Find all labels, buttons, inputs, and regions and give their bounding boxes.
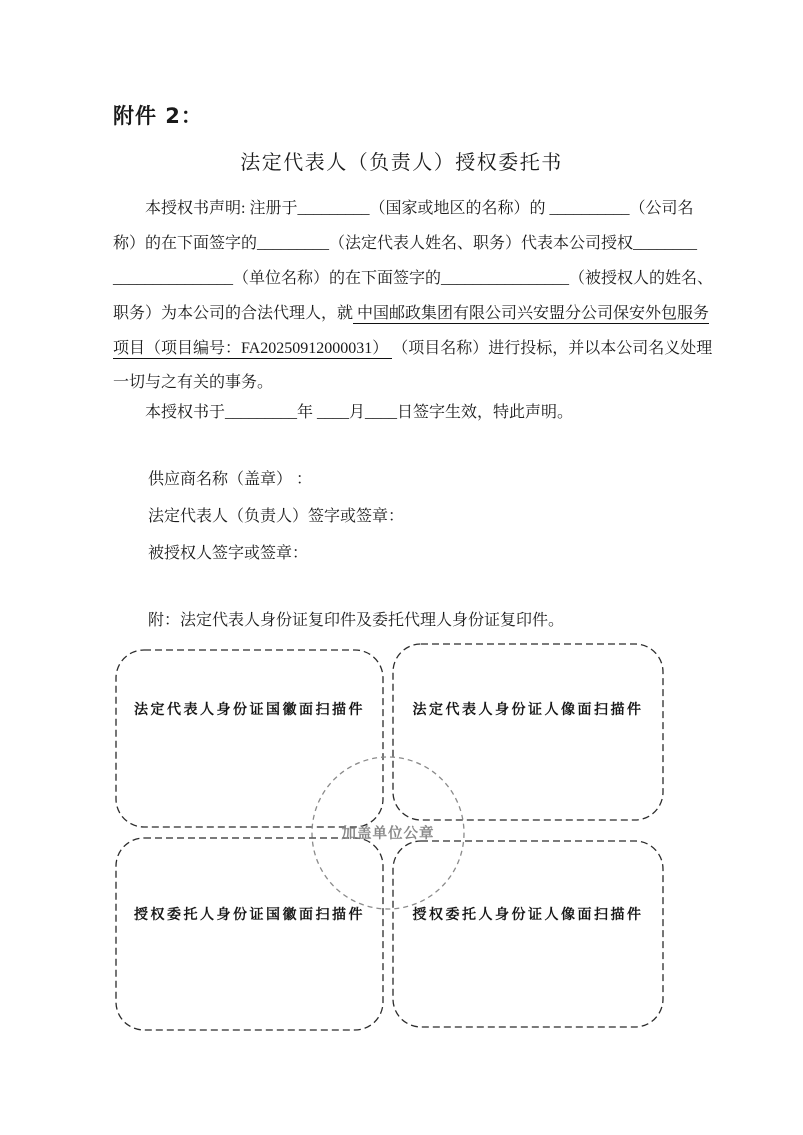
authorized-person-signature-line: 被授权人签字或签章：: [148, 545, 309, 562]
scan-box-label-legal-portrait: 法定代表人身份证人像面扫描件: [412, 703, 644, 718]
scan-box-border-agent-emblem: [116, 838, 383, 1030]
paragraph-text: 职务）为本公司的合法代理人，就: [113, 305, 354, 322]
seal-circle-label: 加盖单位公章: [341, 826, 435, 842]
scan-box-border-agent-portrait: [393, 841, 663, 1027]
project-name-underlined: 中国邮政集团有限公司兴安盟分公司保安外包服务: [353, 305, 710, 322]
attachment-note: 附：法定代表人身份证复印件及委托代理人身份证复印件。: [148, 612, 565, 629]
scan-box-border-legal-portrait: [393, 644, 663, 820]
paragraph-text: 一切与之有关的事务。: [113, 374, 274, 391]
paragraph-text: 本授权书声明: 注册于_________（国家或地区的名称）的 __________（公司名: [145, 200, 694, 217]
supplier-name-seal-line: 供应商名称（盖章） ：: [148, 471, 313, 488]
scan-box-border-legal-emblem: [116, 650, 383, 827]
scan-box-label-agent-emblem: 授权委托人身份证国徽面扫描件: [134, 908, 365, 923]
project-number-underlined: 项目（项目编号：FA20250912000031）: [113, 340, 393, 357]
paragraph-text: _______________（单位名称）的在下面签字的________________（被授权人的姓名、: [113, 270, 714, 287]
effective-date-line: 本授权书于_________年 ____月____日签字生效，特此声明。: [145, 404, 574, 421]
legal-representative-signature-line: 法定代表人（负责人）签字或签章：: [148, 508, 405, 525]
paragraph-text: （项目名称）进行投标，并以本公司名义处理: [392, 340, 713, 357]
document-title: 法定代表人（负责人）授权委托书: [240, 152, 563, 174]
scan-box-label-agent-portrait: 授权委托人身份证人像面扫描件: [412, 908, 644, 923]
scan-box-label-legal-emblem: 法定代表人身份证国徽面扫描件: [134, 703, 365, 718]
paragraph-text: 称）的在下面签字的_________（法定代表人姓名、职务）代表本公司授权________: [113, 235, 698, 252]
attachment-number-label: 附件 2：: [113, 104, 203, 128]
